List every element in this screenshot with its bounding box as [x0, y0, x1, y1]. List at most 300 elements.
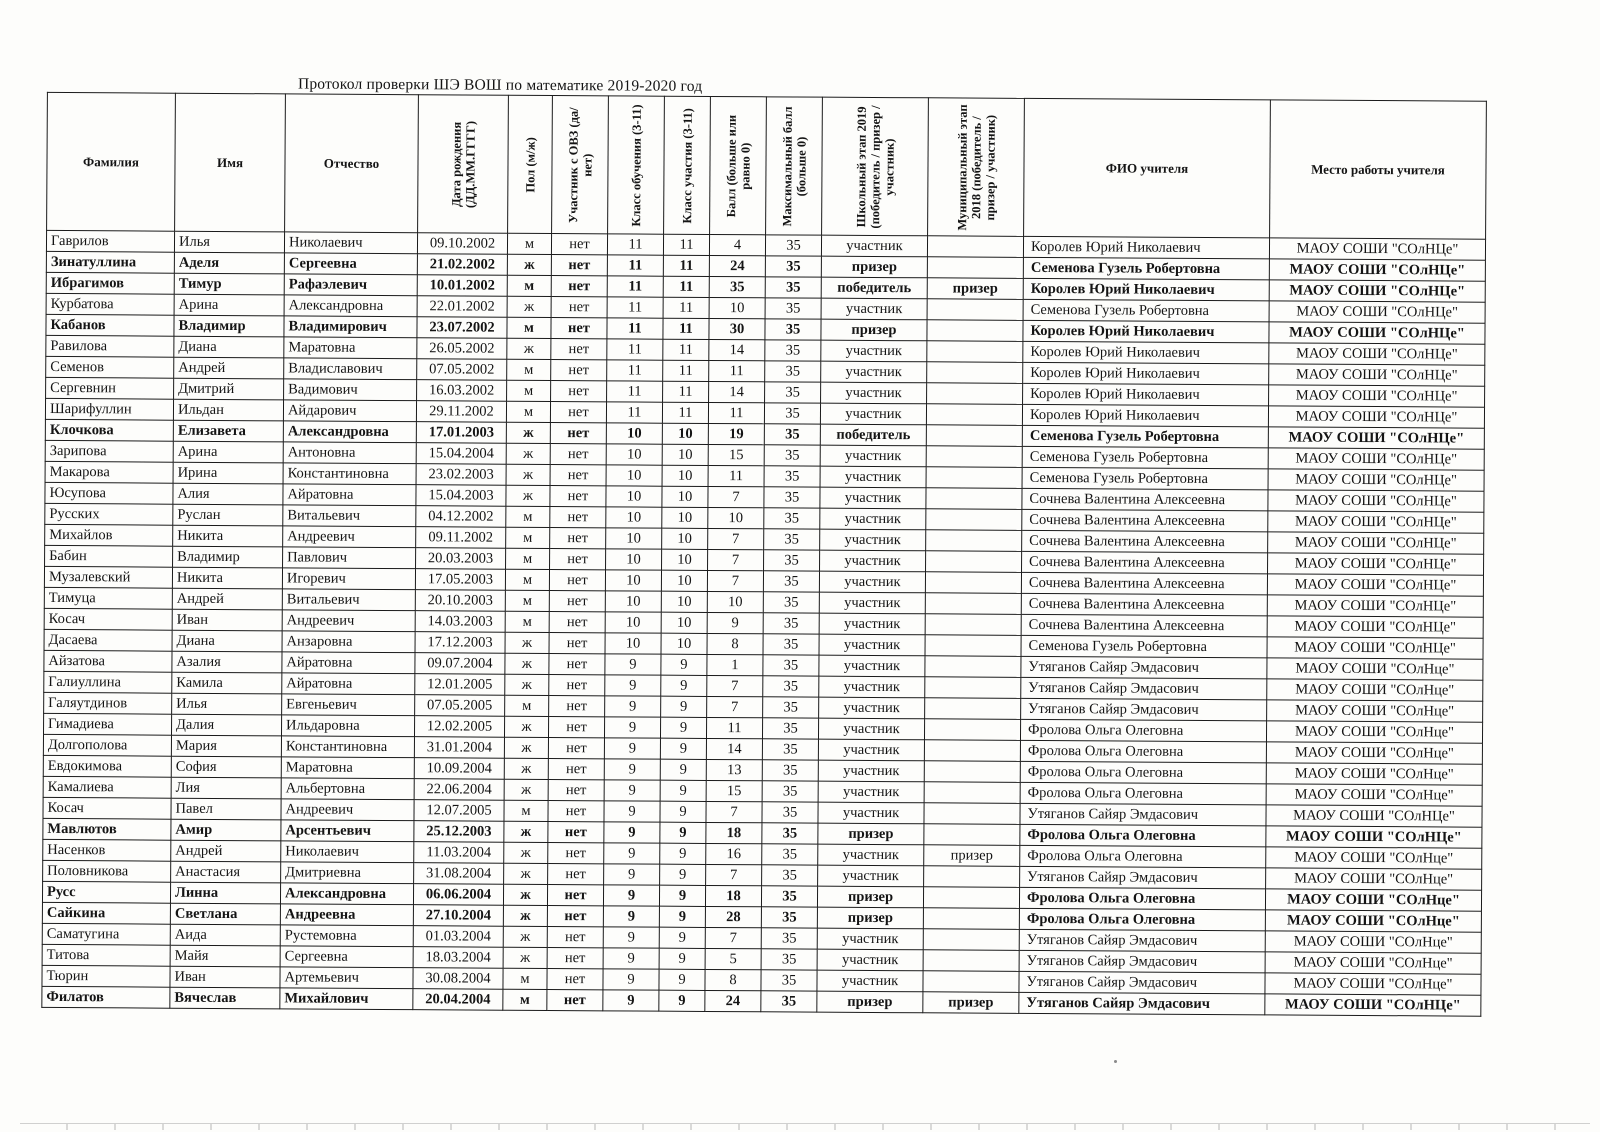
cell-max-score: 35 [764, 529, 820, 550]
cell-municipal-stage [926, 446, 1022, 468]
cell-max-score: 35 [762, 802, 818, 823]
cell-score: 10 [708, 507, 764, 528]
cell-max-score: 35 [765, 277, 821, 298]
cell-score: 28 [705, 906, 761, 927]
cell-patronymic: Евгеньевич [282, 694, 415, 716]
cell-gender: ж [505, 653, 549, 674]
cell-max-score: 35 [764, 466, 820, 487]
cell-grade: 10 [605, 570, 661, 591]
cell-birthdate: 09.10.2002 [417, 233, 507, 255]
cell-teacher-name: Семенова Гузель Робертовна [1022, 467, 1268, 490]
cell-max-score: 35 [765, 382, 821, 403]
cell-school-stage: призер [821, 256, 927, 278]
cell-teacher-workplace: МАОУ СОШИ "СОлНЦе" [1269, 364, 1485, 386]
cell-grade: 11 [607, 381, 663, 402]
cell-patronymic: Дмитриевна [281, 862, 414, 884]
column-header-teacher-name: ФИО учителя [1024, 98, 1271, 238]
cell-participation-grade: 9 [660, 738, 706, 759]
cell-participation-grade: 10 [662, 486, 708, 507]
cell-school-stage: участник [819, 571, 925, 593]
cell-ovz: нет [548, 779, 604, 800]
cell-teacher-workplace: МАОУ СОШИ "СОлНЦе" [1267, 637, 1483, 659]
cell-surname: Юсупова [45, 482, 173, 504]
cell-teacher-name: Семенова Гузель Робертовна [1023, 257, 1269, 280]
cell-grade: 10 [606, 465, 662, 486]
cell-birthdate: 18.03.2004 [413, 947, 503, 969]
cell-birthdate: 23.07.2002 [417, 317, 507, 339]
cell-ovz: нет [547, 884, 603, 905]
cell-school-stage: участник [819, 655, 925, 677]
cell-grade: 10 [606, 486, 662, 507]
cell-birthdate: 06.06.2004 [413, 884, 503, 906]
cell-ovz: нет [550, 402, 606, 423]
cell-surname: Галиуллина [44, 671, 172, 693]
cell-grade: 11 [607, 297, 663, 318]
cell-surname: Саматугина [42, 923, 170, 945]
cell-grade: 11 [607, 276, 663, 297]
column-header-surname: Фамилия [47, 92, 176, 231]
cell-ovz: нет [551, 360, 607, 381]
cell-grade: 10 [605, 591, 661, 612]
column-header-score: Балл (больше или равно 0) [710, 96, 767, 234]
cell-grade: 9 [605, 696, 661, 717]
cell-teacher-workplace: МАОУ СОШИ "СОлНце" [1265, 889, 1481, 911]
cell-score: 7 [708, 549, 764, 570]
cell-teacher-name: Сочнева Валентина Алексеевна [1022, 551, 1268, 574]
cell-firstname: Арина [174, 294, 284, 316]
cell-teacher-name: Семенова Гузель Робертовна [1023, 299, 1269, 322]
cell-teacher-workplace: МАОУ СОШИ "СОлНЦе" [1268, 511, 1484, 533]
cell-max-score: 35 [765, 256, 821, 277]
cell-grade: 9 [603, 885, 659, 906]
cell-firstname: Илья [172, 693, 282, 715]
cell-ovz: нет [548, 758, 604, 779]
cell-municipal-stage [925, 614, 1021, 636]
cell-school-stage: участник [818, 802, 924, 824]
cell-firstname: Иван [170, 966, 280, 988]
cell-participation-grade: 11 [663, 339, 709, 360]
cell-ovz: нет [550, 465, 606, 486]
cell-school-stage: участник [819, 613, 925, 635]
cell-ovz: нет [551, 297, 607, 318]
cell-gender: ж [504, 779, 548, 800]
cell-birthdate: 14.03.2003 [415, 611, 505, 633]
cell-gender: ж [504, 758, 548, 779]
cell-teacher-name: Утяганов Сайяр Эмдасович [1019, 950, 1265, 973]
cell-max-score: 35 [762, 739, 818, 760]
cell-participation-grade: 9 [659, 927, 705, 948]
cell-grade: 11 [607, 360, 663, 381]
cell-ovz: нет [551, 255, 607, 276]
cell-birthdate: 26.05.2002 [417, 338, 507, 360]
cell-municipal-stage [925, 656, 1021, 678]
cell-patronymic: Витальевич [283, 505, 416, 527]
cell-max-score: 35 [761, 886, 817, 907]
column-header-ovz: Участник с ОВЗ (да/нет) [552, 96, 609, 234]
cell-school-stage: участник [818, 760, 924, 782]
cell-teacher-name: Сочнева Валентина Алексеевна [1022, 488, 1268, 511]
column-header-school-stage-2019: Школьный этап 2019 (победитель / призер / участник) [822, 97, 929, 236]
cell-grade: 9 [604, 780, 660, 801]
cell-max-score: 35 [762, 865, 818, 886]
cell-ovz: нет [551, 339, 607, 360]
cell-surname: Макарова [45, 461, 173, 483]
cell-score: 7 [708, 528, 764, 549]
cell-grade: 9 [604, 717, 660, 738]
cell-ovz: нет [550, 423, 606, 444]
cell-teacher-name: Сочнева Валентина Алексеевна [1021, 593, 1267, 616]
cell-firstname: Азалия [172, 651, 282, 673]
cell-ovz: нет [551, 318, 607, 339]
cell-municipal-stage [926, 404, 1022, 426]
cell-teacher-name: Фролова Ольга Олеговна [1019, 887, 1265, 910]
cell-teacher-name: Семенова Гузель Робертовна [1022, 446, 1268, 469]
cell-teacher-workplace: МАОУ СОШИ "СОлНЦе" [1268, 553, 1484, 575]
cell-surname: Тимуца [44, 587, 172, 609]
column-header-municipal-stage-2018: Муниципальный этап 2018 (победитель / призер / участник) [928, 98, 1025, 237]
cell-participation-grade: 10 [662, 444, 708, 465]
cell-birthdate: 29.11.2002 [416, 401, 506, 423]
cell-surname: Зарипова [45, 440, 173, 462]
cell-surname: Сергевнин [46, 377, 174, 399]
cell-teacher-workplace: МАОУ СОШИ "СОлНце" [1266, 847, 1482, 869]
cell-ovz: нет [547, 968, 603, 989]
cell-school-stage: участник [821, 235, 927, 257]
cell-grade: 9 [604, 759, 660, 780]
cell-school-stage: участник [820, 403, 926, 425]
cell-score: 15 [708, 444, 764, 465]
cell-birthdate: 07.05.2005 [415, 695, 505, 717]
cell-ovz: нет [550, 548, 606, 569]
cell-max-score: 35 [763, 592, 819, 613]
cell-municipal-stage [923, 971, 1019, 993]
cell-grade: 9 [604, 738, 660, 759]
cell-firstname: Дмитрий [174, 378, 284, 400]
cell-surname: Бабин [45, 545, 173, 567]
cell-patronymic: Михайлович [280, 988, 413, 1010]
column-header-firstname: Имя [175, 93, 286, 232]
cell-score: 16 [706, 843, 762, 864]
cell-municipal-stage [926, 467, 1022, 489]
cell-surname: Клочкова [45, 419, 173, 441]
cell-participation-grade: 11 [663, 318, 709, 339]
cell-gender: м [506, 506, 550, 527]
cell-school-stage: участник [820, 445, 926, 467]
cell-birthdate: 17.05.2003 [415, 569, 505, 591]
cell-birthdate: 01.03.2004 [413, 926, 503, 948]
cell-teacher-workplace: МАОУ СОШИ "СОлНце" [1265, 910, 1481, 932]
cell-firstname: Аделя [174, 252, 284, 274]
cell-max-score: 35 [763, 613, 819, 634]
cell-municipal-stage [925, 593, 1021, 615]
cell-birthdate: 22.01.2002 [417, 296, 507, 318]
cell-municipal-stage: призер [927, 278, 1023, 300]
cell-firstname: Светлана [170, 903, 280, 925]
cell-school-stage: участник [821, 298, 927, 320]
cell-ovz: нет [550, 486, 606, 507]
cell-teacher-workplace: МАОУ СОШИ "СОлНЦе" [1268, 469, 1484, 491]
cell-max-score: 35 [763, 655, 819, 676]
cell-birthdate: 16.03.2002 [417, 380, 507, 402]
cell-gender: м [503, 968, 547, 989]
cell-school-stage: участник [820, 508, 926, 530]
cell-school-stage: участник [818, 718, 924, 740]
cell-school-stage: участник [820, 529, 926, 551]
cell-school-stage: участник [820, 550, 926, 572]
cell-surname: Половникова [43, 860, 171, 882]
cell-ovz: нет [547, 947, 603, 968]
cell-birthdate: 04.12.2002 [416, 506, 506, 528]
cell-max-score: 35 [763, 697, 819, 718]
cell-score: 11 [708, 402, 764, 423]
cell-patronymic: Ильдаровна [281, 715, 414, 737]
cell-participation-grade: 9 [659, 948, 705, 969]
cell-teacher-name: Фролова Ольга Олеговна [1020, 845, 1266, 868]
cell-teacher-name: Королев Юрий Николаевич [1023, 236, 1269, 259]
cell-school-stage: участник [819, 592, 925, 614]
cell-patronymic: Анзаровна [282, 631, 415, 653]
cell-teacher-workplace: МАОУ СОШИ "СОлНЦе" [1268, 427, 1484, 449]
cell-patronymic: Витальевич [282, 589, 415, 611]
cell-teacher-name: Фролова Ольга Олеговна [1020, 782, 1266, 805]
column-header-grade: Класс обучения (3-11) [608, 96, 665, 234]
cell-teacher-name: Фролова Ольга Олеговна [1020, 740, 1266, 763]
cell-birthdate: 12.01.2005 [415, 674, 505, 696]
cell-patronymic: Айратовна [282, 652, 415, 674]
cell-school-stage: призер [817, 907, 923, 929]
cell-participation-grade: 10 [661, 633, 707, 654]
cell-participation-grade: 9 [659, 969, 705, 990]
cell-participation-grade: 10 [662, 465, 708, 486]
cell-birthdate: 27.10.2004 [413, 905, 503, 927]
cell-max-score: 35 [761, 907, 817, 928]
cell-teacher-name: Фролова Ольга Олеговна [1020, 761, 1266, 784]
cell-gender: ж [504, 842, 548, 863]
cell-teacher-workplace: МАОУ СОШИ "СОлНЦе" [1268, 406, 1484, 428]
cell-gender: ж [506, 443, 550, 464]
cell-score: 5 [705, 948, 761, 969]
cell-ovz: нет [549, 695, 605, 716]
cell-patronymic: Маратовна [281, 757, 414, 779]
cell-school-stage: победитель [820, 424, 926, 446]
cell-ovz: нет [547, 926, 603, 947]
cell-grade: 9 [604, 843, 660, 864]
cell-teacher-name: Утяганов Сайяр Эмдасович [1020, 803, 1266, 826]
cell-patronymic: Андреевич [283, 526, 416, 548]
cell-ovz: нет [550, 444, 606, 465]
cell-gender: м [507, 233, 551, 254]
cell-gender: ж [505, 674, 549, 695]
cell-grade: 11 [607, 234, 663, 255]
cell-patronymic: Маратовна [284, 337, 417, 359]
cell-teacher-workplace: МАОУ СОШИ "СОлНЦе" [1267, 595, 1483, 617]
cell-teacher-name: Утяганов Сайяр Эмдасович [1020, 866, 1266, 889]
cell-ovz: нет [551, 234, 607, 255]
cell-score: 7 [705, 927, 761, 948]
cell-surname: Косач [43, 797, 171, 819]
cell-firstname: Линна [170, 882, 280, 904]
cell-municipal-stage [924, 782, 1020, 804]
cell-teacher-name: Фролова Ольга Олеговна [1020, 719, 1266, 742]
cell-teacher-name: Утяганов Сайяр Эмдасович [1021, 698, 1267, 721]
cell-gender: м [506, 527, 550, 548]
cell-firstname: Андрей [174, 357, 284, 379]
cell-birthdate: 09.11.2002 [416, 527, 506, 549]
cell-score: 8 [705, 969, 761, 990]
cell-participation-grade: 10 [662, 549, 708, 570]
cell-firstname: Елизавета [173, 420, 283, 442]
cell-municipal-stage [924, 761, 1020, 783]
cell-score: 9 [707, 612, 763, 633]
cell-participation-grade: 9 [661, 654, 707, 675]
cell-firstname: Тимур [174, 273, 284, 295]
cell-max-score: 35 [761, 949, 817, 970]
cell-gender: ж [504, 737, 548, 758]
cell-surname: Русских [45, 503, 173, 525]
cell-ovz: нет [549, 632, 605, 653]
cell-score: 1 [707, 654, 763, 675]
cell-grade: 9 [605, 675, 661, 696]
cell-gender: ж [507, 338, 551, 359]
cell-surname: Долгополова [43, 734, 171, 756]
cell-teacher-workplace: МАОУ СОШИ "СОлНце" [1265, 952, 1481, 974]
cell-firstname: Андрей [171, 840, 281, 862]
cell-teacher-name: Сочнева Валентина Алексеевна [1022, 530, 1268, 553]
cell-teacher-name: Семенова Гузель Робертовна [1022, 425, 1268, 448]
cell-teacher-name: Королев Юрий Николаевич [1023, 341, 1269, 364]
cell-firstname: Диана [174, 336, 284, 358]
cell-teacher-name: Сочнева Валентина Алексеевна [1021, 614, 1267, 637]
cell-municipal-stage [924, 824, 1020, 846]
cell-firstname: Владимир [174, 315, 284, 337]
cell-patronymic: Айратовна [282, 673, 415, 695]
cell-surname: Евдокимова [43, 755, 171, 777]
cell-patronymic: Вадимович [284, 379, 417, 401]
cell-participation-grade: 9 [660, 801, 706, 822]
cell-municipal-stage [927, 257, 1023, 279]
cell-teacher-name: Сочнева Валентина Алексеевна [1021, 572, 1267, 595]
cell-school-stage: участник [818, 781, 924, 803]
cell-school-stage: участник [817, 949, 923, 971]
cell-score: 19 [708, 423, 764, 444]
cell-birthdate: 15.04.2003 [416, 485, 506, 507]
cell-teacher-workplace: МАОУ СОШИ "СОлНце" [1265, 931, 1481, 953]
cell-score: 8 [707, 633, 763, 654]
cell-grade: 10 [606, 528, 662, 549]
cell-birthdate: 15.04.2004 [416, 443, 506, 465]
cell-teacher-workplace: МАОУ СОШИ "СОлНце" [1266, 763, 1482, 785]
cell-birthdate: 12.02.2005 [414, 716, 504, 738]
cell-ovz: нет [551, 381, 607, 402]
cell-participation-grade: 9 [661, 696, 707, 717]
cell-grade: 9 [605, 654, 661, 675]
cell-surname: Галяутдинов [44, 692, 172, 714]
cell-max-score: 35 [762, 781, 818, 802]
cell-firstname: Диана [172, 630, 282, 652]
cell-score: 4 [709, 234, 765, 255]
cell-municipal-stage [924, 803, 1020, 825]
cell-gender: м [503, 989, 547, 1010]
cell-max-score: 35 [765, 361, 821, 382]
cell-firstname: Камила [172, 672, 282, 694]
cell-score: 7 [707, 675, 763, 696]
cell-birthdate: 09.07.2004 [415, 653, 505, 675]
cell-grade: 10 [606, 549, 662, 570]
cell-max-score: 35 [764, 550, 820, 571]
cell-max-score: 35 [762, 844, 818, 865]
cell-patronymic: Владимирович [284, 316, 417, 338]
cell-max-score: 35 [763, 634, 819, 655]
cell-participation-grade: 9 [660, 759, 706, 780]
cell-teacher-workplace: МАОУ СОШИ "СОлНце" [1266, 784, 1482, 806]
cell-firstname: Ильдан [173, 399, 283, 421]
cell-school-stage: участник [817, 970, 923, 992]
cell-birthdate: 11.03.2004 [414, 842, 504, 864]
cell-score: 13 [706, 759, 762, 780]
cell-gender: ж [503, 926, 547, 947]
cell-grade: 9 [604, 864, 660, 885]
cell-municipal-stage [927, 236, 1023, 258]
cell-birthdate: 20.04.2004 [413, 989, 503, 1011]
cell-municipal-stage [923, 950, 1019, 972]
cell-patronymic: Айдарович [283, 400, 416, 422]
cell-score: 14 [709, 339, 765, 360]
cell-firstname: Далия [171, 714, 281, 736]
cell-max-score: 35 [761, 991, 817, 1012]
cell-firstname: Вячеслав [170, 987, 280, 1009]
cell-ovz: нет [550, 507, 606, 528]
cell-participation-grade: 9 [659, 990, 705, 1011]
protocol-table [41, 92, 1487, 1017]
cell-school-stage: призер [817, 991, 923, 1013]
cell-teacher-name: Королев Юрий Николаевич [1023, 320, 1269, 343]
cell-gender: ж [506, 485, 550, 506]
cell-patronymic: Павлович [283, 547, 416, 569]
cell-firstname: Илья [174, 231, 284, 253]
cell-score: 18 [706, 822, 762, 843]
cell-score: 7 [708, 486, 764, 507]
cell-patronymic: Николаевич [284, 232, 417, 254]
cell-ovz: нет [547, 989, 603, 1010]
cell-teacher-name: Королев Юрий Николаевич [1022, 404, 1268, 427]
cell-score: 7 [706, 864, 762, 885]
cell-patronymic: Рустемовна [280, 925, 413, 947]
cell-birthdate: 25.12.2003 [414, 821, 504, 843]
cell-birthdate: 30.08.2004 [413, 968, 503, 990]
cell-school-stage: призер [817, 886, 923, 908]
cell-patronymic: Александровна [283, 421, 416, 443]
cell-teacher-workplace: МАОУ СОШИ "СОлНЦе" [1267, 616, 1483, 638]
cell-firstname: Арина [173, 441, 283, 463]
cell-patronymic: Александровна [280, 883, 413, 905]
cell-firstname: Павел [171, 798, 281, 820]
cell-patronymic: Арсентьевич [281, 820, 414, 842]
cell-birthdate: 23.02.2003 [416, 464, 506, 486]
cell-gender: ж [503, 905, 547, 926]
cell-grade: 9 [603, 969, 659, 990]
cell-birthdate: 07.05.2002 [417, 359, 507, 381]
cell-surname: Равилова [46, 335, 174, 357]
cell-gender: м [505, 611, 549, 632]
cell-score: 11 [709, 360, 765, 381]
cell-ovz: нет [549, 653, 605, 674]
cell-surname: Филатов [42, 986, 170, 1008]
cell-score: 10 [707, 591, 763, 612]
cell-teacher-name: Утяганов Сайяр Эмдасович [1019, 929, 1265, 952]
cell-teacher-name: Королев Юрий Николаевич [1023, 362, 1269, 385]
cell-municipal-stage [924, 719, 1020, 741]
cell-teacher-workplace: МАОУ СОШИ "СОлНЦе" [1268, 490, 1484, 512]
